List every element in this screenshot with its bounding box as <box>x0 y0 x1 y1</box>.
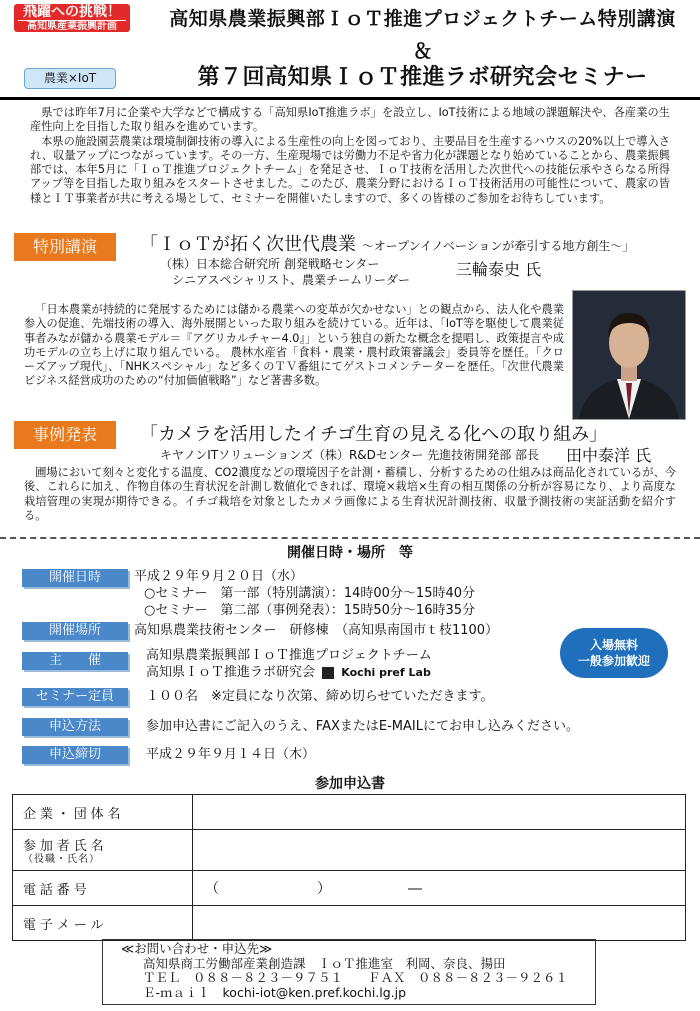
iot-lab-logo-text: Kochi pref Lab <box>341 666 431 679</box>
table-row <box>13 830 686 871</box>
session-1: ○セミナー 第一部（特別講演）：14時00分～15時40分 <box>144 586 476 601</box>
intro-text <box>30 106 670 206</box>
contact-box <box>102 939 596 1005</box>
free-admission-line2: 一般参加歓迎 <box>577 654 650 668</box>
lecture-title-main: 「ＩｏＴが拓く次世代農業 <box>140 234 356 255</box>
iot-lab-logo-icon <box>322 667 334 679</box>
case-speaker-name: 田中泰洋 氏 <box>566 446 652 465</box>
free-admission-badge <box>560 628 668 678</box>
contact-email: Ｅ-ｍａｉｌ kochi-iot@ken.pref.kochi.lg.jp <box>143 984 407 1000</box>
lecture-speaker-name: 三輪泰史 氏 <box>456 260 542 279</box>
email-field-label: 電子メール <box>13 906 193 941</box>
host-label: 主 催 <box>22 652 128 670</box>
page-title-ampersand: ＆ <box>412 39 433 63</box>
speaker-portrait-image <box>573 291 685 419</box>
intro-paragraph-2: 本県の施設園芸農業は環境制御技術の導入による生産性の向上を図っており、主要品目を生産するハウスの20%以上で導入され、収量アップにつながっています。その一方、生産現場では労働力不足や省力化が課題となり始めていることから、農業振興部では、本年5月に「ＩｏＴ推進プロジェクトチーム」を発足させ、ＩｏＴ技術を活用した次世代への技能伝承やさらなる所得アップ等を目指した取り組みをスタートさせました。このたび、農業分野におけるＩｏＴ技術活用の可能性について、農家の皆様とＩＴ事業者が共に考える場として、セミナーを開催いたしますので、多くの皆様のご参加をお待ちしています。 <box>30 134 670 205</box>
participant-label-sub: （役職・氏名） <box>23 853 100 865</box>
case-tag: 事例発表 <box>14 421 116 449</box>
intro-paragraph-1: 県では昨年7月に企業や大学などで構成する「高知県IoT推進ラボ」を設立し、IoT技術による地域の課題解決や、各産業の生産性向上を目指した取り組みを進めています。 <box>30 106 670 134</box>
header-divider <box>0 97 700 100</box>
case-title: 「カメラを活用したイチゴ生育の見える化への取り組み」 <box>140 424 608 445</box>
host-value <box>146 647 432 681</box>
venue-label: 開催場所 <box>22 622 128 640</box>
participant-field-label <box>13 830 193 871</box>
page-title-line2: 第７回高知県ＩｏＴ推進ラボ研究会セミナー <box>197 65 648 90</box>
event-date: 平成２９年９月２０日（水） <box>134 569 304 584</box>
table-row <box>13 795 686 830</box>
date-value <box>134 568 475 619</box>
plan-badge <box>14 4 130 32</box>
venue-value: 高知県農業技術センター 研修棟 （高知県南国市ｔ枝1100） <box>134 623 499 638</box>
capacity-value: １００名 ※定員になり次第、締め切らせていただきます。 <box>146 689 494 704</box>
host-line-1: 高知県農業振興部ＩｏＴ推進プロジェクトチーム <box>146 648 432 663</box>
lecture-title <box>140 230 700 256</box>
deadline-value: 平成２９年９月１４日（木） <box>146 747 316 762</box>
application-form <box>12 794 686 941</box>
application-form-title: 参加申込書 <box>315 776 385 792</box>
contact-heading: ≪お問い合わせ・申込先≫ <box>121 941 273 956</box>
category-badge: 農業×IoT <box>24 68 116 89</box>
date-label: 開催日時 <box>22 569 128 587</box>
host-line-2-text: 高知県ＩｏＴ推進ラボ研究会 <box>146 665 316 680</box>
lecture-title-sub: ～オープンイノベーションが牽引する地方創生～」 <box>361 239 635 253</box>
page-title-line1: 高知県農業振興部ＩｏＴ推進プロジェクトチーム特別講演 <box>169 8 676 30</box>
lecture-speaker-bio: 「日本農業が持続的に発展するためには儲かる農業への変革が欠かせない」との観点から、法人化や農業参入の促進、先端技術の導入、海外展開といった取り組みを続けている。近年は、「IoT等を駆使して農業従事者みなが儲かる農業モデル＝『アグリカルチャー4.0』」という独自の新たな概念を提唱し、政策提言や成功モデルの立ち上げに取り組んでいる。 農林水産省「食料・農業・農村政策審議会」委員等を歴任。「クローズアップ現代」、「NHKスペシャル」など多くのＴＶ番組にてゲストコメンテーターを歴任。「次世代農業ビジネス経営成功のための“付加価値戦略”」など著書多数。 <box>24 303 564 388</box>
section-divider <box>0 537 700 539</box>
email-field[interactable] <box>193 906 686 941</box>
host-line-2 <box>146 664 432 681</box>
lecture-org-line1: （株）日本総合研究所 創発戦略センター <box>160 257 380 271</box>
table-row <box>13 906 686 941</box>
company-field[interactable] <box>193 795 686 830</box>
session-2: ○セミナー 第二部（事例発表）：15時50分～16時35分 <box>144 603 476 618</box>
contact-department: 高知県商工労働部産業創造課 ＩｏＴ推進室 利岡、奈良、揚田 <box>143 955 506 971</box>
deadline-label: 申込締切 <box>22 746 128 764</box>
event-section-title: 開催日時・場所 等 <box>287 545 413 561</box>
plan-badge-subtitle: 高知県産業振興計画 <box>18 20 126 33</box>
lecture-org-line2: シニアスペシャリスト、農業チームリーダー <box>172 273 410 287</box>
participant-field[interactable] <box>193 830 686 871</box>
case-speaker-affiliation: キヤノンITソリューションズ（株）R&Dセンター 先進技術開発部 部長 <box>160 448 540 462</box>
lecture-speaker-affiliation <box>160 256 410 288</box>
case-description: 圃場において刻々と変化する温度、CO2濃度などの環境因子を計測・蓄積し、分析するための仕組みは商品化されているが、今後、これらに加え、作物自体の生育状況を計測し数値化できれば、環境×栽培×生育の相互関係の分析が容易になり、より高度な栽培管理の実現が期待できる。イチゴ栽培を対象としたカメラ画像による生育状況計測技術、収量予測技術の実証活動を紹介する。 <box>24 466 676 522</box>
contact-phone-fax: ＴＥＬ ０８８－８２３－９７５１ ＦＡＸ ０８８－８２３－９２６１ <box>143 970 569 985</box>
method-value: 参加申込書にご記入のうえ、FAXまたはE-MAILにてお申し込みください。 <box>146 719 579 734</box>
phone-field-label: 電話番号 <box>13 871 193 906</box>
free-admission-line1: 入場無料 <box>589 638 638 652</box>
table-row <box>13 871 686 906</box>
capacity-label: セミナー定員 <box>22 688 128 706</box>
lecture-tag: 特別講演 <box>14 233 116 261</box>
phone-field[interactable]: （ ） ― <box>193 871 686 906</box>
plan-badge-title: 飛躍への挑戦！ <box>23 4 121 20</box>
company-field-label: 企業・団体名 <box>13 795 193 830</box>
method-label: 申込方法 <box>22 718 128 736</box>
speaker-photo <box>572 290 686 420</box>
participant-label-main: 参加者氏名 <box>23 838 108 854</box>
